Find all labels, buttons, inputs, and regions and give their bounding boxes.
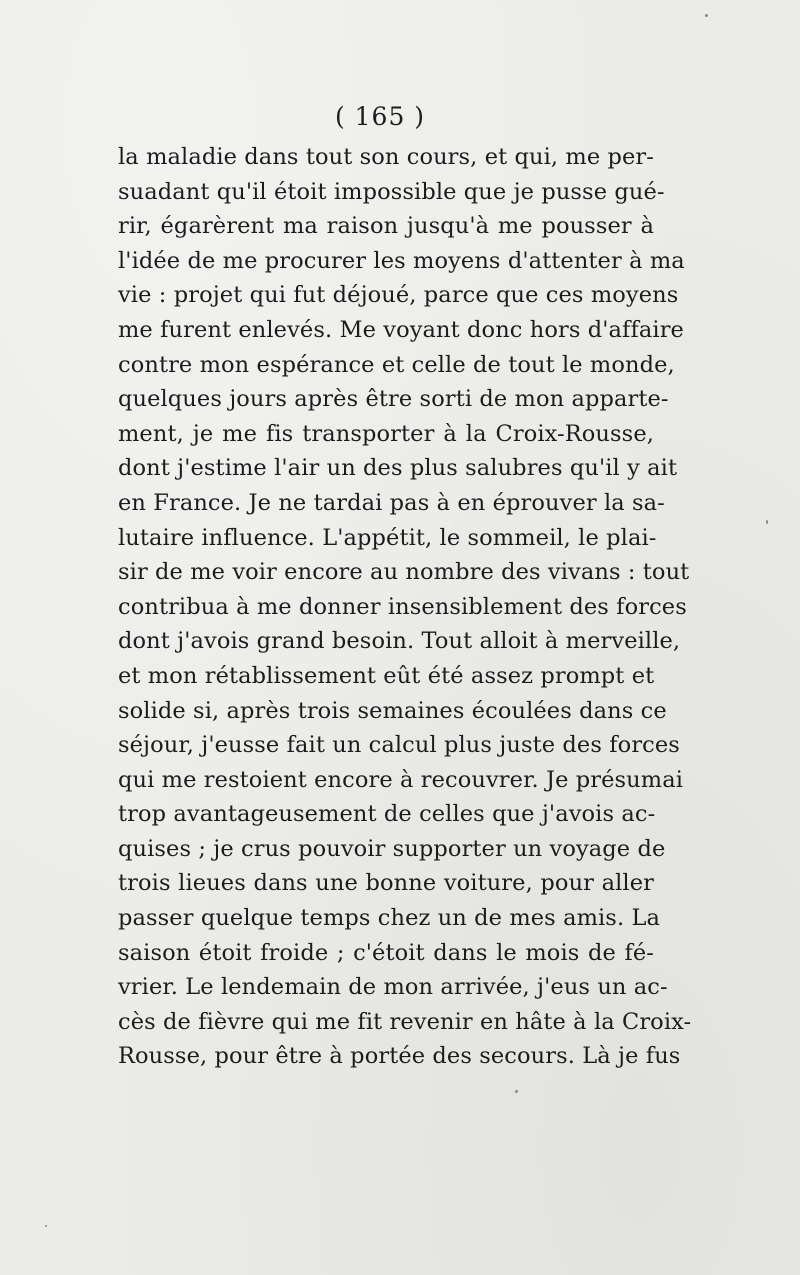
paper-speck (515, 1090, 518, 1093)
text-line: me furent enlevés. Me voyant donc hors d'affaire (118, 316, 684, 343)
text-line: quises ; je crus pouvoir supporter un voyage de (118, 835, 666, 862)
text-line: contre mon espérance et celle de tout le monde, (118, 351, 675, 378)
paper-speck (705, 14, 708, 17)
text-line: ment, je me fis transporter à la Croix-Rousse, (118, 420, 654, 447)
text-line: passer quelque temps chez un de mes amis. La (118, 905, 661, 932)
text-line: solide si, après trois semaines écoulées dans ce (118, 697, 667, 724)
text-line: quelques jours après être sorti de mon apparte- (118, 386, 669, 413)
text-line: vie : projet qui fut déjoué, parce que ces moyens (118, 282, 679, 309)
text-line: contribua à me donner insensiblement des forces (118, 593, 687, 620)
text-line: séjour, j'eusse fait un calcul plus juste des forces (118, 732, 680, 759)
text-line: en France. Je ne tardai pas à en éprouver la sa- (118, 489, 665, 516)
text-line: l'idée de me procurer les moyens d'attenter à ma (118, 247, 685, 274)
text-line: saison étoit froide ; c'étoit dans le mois de fé- (118, 939, 654, 966)
text-line: lutaire influence. L'appétit, le sommeil, le plai- (118, 524, 657, 551)
text-line: Rousse, pour être à portée des secours. Là je fus (118, 1043, 681, 1070)
text-line: la maladie dans tout son cours, et qui, me per- (118, 144, 654, 170)
page-number: ( 165 ) (334, 102, 426, 131)
text-line: trop avantageusement de celles que j'avois ac- (118, 801, 656, 828)
body-text (118, 140, 692, 1074)
paper-speck (766, 520, 768, 524)
text-line: trois lieues dans une bonne voiture, pour aller (118, 870, 654, 897)
text-line: rir, égarèrent ma raison jusqu'à me pousser à (118, 213, 654, 240)
text-line: vrier. Le lendemain de mon arrivée, j'eus un ac- (118, 974, 668, 1001)
text-line: qui me restoient encore à recouvrer. Je présumai (118, 766, 684, 793)
text-line: dont j'avois grand besoin. Tout alloit à merveille, (118, 628, 681, 655)
text-line: et mon rétablissement eût été assez prompt et (118, 662, 655, 689)
paper-speck (45, 1225, 47, 1227)
text-line: dont j'estime l'air un des plus salubres qu'il y ait (118, 455, 678, 482)
text-line: cès de fièvre qui me fit revenir en hâte à la Croix- (118, 1008, 692, 1035)
text-line: suadant qu'il étoit impossible que je pusse gué- (118, 178, 665, 205)
text-line: sir de me voir encore au nombre des vivans : tout (118, 559, 690, 586)
